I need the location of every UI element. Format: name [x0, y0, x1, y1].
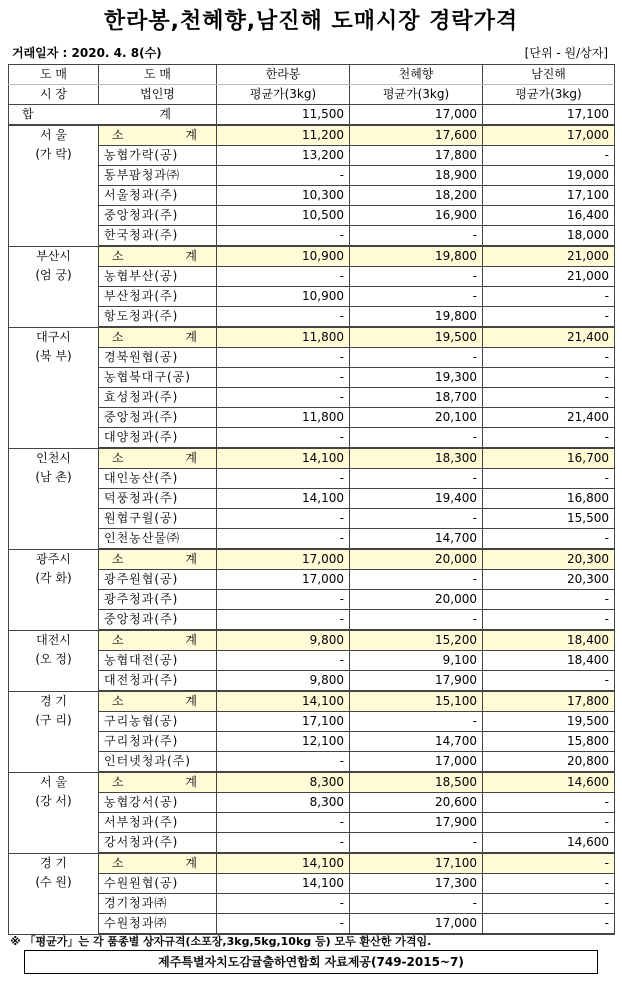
price-cell: -: [350, 287, 483, 307]
table-row: [9, 206, 615, 226]
subtotal-value: 14,100: [217, 448, 350, 469]
subtotal-value: 19,800: [350, 246, 483, 267]
price-cell: -: [350, 267, 483, 287]
market-city: 인천시: [36, 450, 71, 465]
price-cell: -: [217, 529, 350, 550]
subtotal-value: 18,400: [483, 630, 615, 651]
subtotal-label-left: 소: [112, 451, 124, 465]
table-row: [9, 894, 615, 914]
price-cell: 14,100: [217, 874, 350, 894]
subtotal-value: 10,900: [217, 246, 350, 267]
corp-name: 동부팜청과㈜: [99, 166, 217, 186]
subtotal-label: [99, 691, 217, 712]
price-cell: 20,000: [350, 590, 483, 610]
price-cell: 17,900: [350, 671, 483, 692]
subtotal-row: [9, 549, 615, 570]
price-cell: -: [217, 509, 350, 529]
table-row: [9, 732, 615, 752]
corp-name: 중앙청과(주): [99, 408, 217, 428]
price-cell: 14,700: [350, 529, 483, 550]
subtotal-label-left: 소: [112, 856, 124, 870]
subtotal-value: 11,800: [217, 327, 350, 348]
table-row: [9, 287, 615, 307]
price-cell: -: [217, 894, 350, 914]
corp-header-bottom: 법인명: [99, 85, 217, 105]
table-row: [9, 610, 615, 631]
corp-name: 수원청과㈜: [99, 914, 217, 935]
market-name: [9, 549, 99, 630]
corp-name: 부산청과(주): [99, 287, 217, 307]
corp-name: 수원원협(공): [99, 874, 217, 894]
market-city: 서 울: [40, 128, 67, 142]
price-cell: 20,100: [350, 408, 483, 428]
price-cell: -: [483, 368, 615, 388]
total-label: [9, 105, 217, 126]
subtotal-value: 8,300: [217, 772, 350, 793]
corp-name: 항도청과(주): [99, 307, 217, 328]
subtotal-value: 17,000: [483, 125, 615, 146]
subtotal-label-right: 계: [185, 694, 197, 708]
price-cell: -: [483, 529, 615, 550]
market-name: [9, 772, 99, 853]
table-row: [9, 833, 615, 854]
subtotal-label-left: 소: [112, 552, 124, 566]
table-row: [9, 752, 615, 773]
price-cell: 19,800: [350, 307, 483, 328]
price-cell: -: [350, 712, 483, 732]
subtotal-label-right: 계: [185, 451, 197, 465]
market-district: (강 서): [35, 793, 72, 808]
market-district: (각 화): [35, 570, 72, 585]
table-row: [9, 509, 615, 529]
market-name: [9, 630, 99, 691]
subtotal-value: 14,600: [483, 772, 615, 793]
price-cell: 13,200: [217, 146, 350, 166]
table-row: [9, 267, 615, 287]
price-cell: -: [350, 226, 483, 247]
table-row: [9, 914, 615, 935]
table-row: [9, 529, 615, 550]
table-row: [9, 368, 615, 388]
subtotal-label-right: 계: [185, 856, 197, 870]
subtotal-label: [99, 448, 217, 469]
source-footer: 제주특별자치도감귤출하연합회 자료제공(749-2015~7): [24, 950, 598, 974]
market-name: [9, 327, 99, 448]
table-row: [9, 469, 615, 489]
price-cell: -: [217, 833, 350, 854]
price-cell: -: [350, 469, 483, 489]
price-cell: 18,000: [483, 226, 615, 247]
price-cell: 10,500: [217, 206, 350, 226]
price-cell: -: [350, 833, 483, 854]
price-cell: 9,800: [217, 671, 350, 692]
header-row-2: [9, 85, 615, 105]
total-label-right: 계: [159, 107, 171, 121]
table-row: [9, 712, 615, 732]
market-district: (구 리): [35, 712, 72, 727]
price-cell: -: [483, 874, 615, 894]
price-cell: 21,400: [483, 408, 615, 428]
subtotal-row: [9, 772, 615, 793]
table-row: [9, 428, 615, 449]
price-cell: 10,900: [217, 287, 350, 307]
subtotal-label-right: 계: [185, 775, 197, 789]
market-district: (남 촌): [35, 469, 72, 484]
table-row: [9, 590, 615, 610]
subtotal-label: [99, 853, 217, 874]
table-row: [9, 348, 615, 368]
market-district: (수 원): [35, 874, 72, 889]
market-name: [9, 246, 99, 327]
total-label-left: 합: [22, 107, 34, 121]
price-cell: -: [483, 793, 615, 813]
table-row: [9, 651, 615, 671]
price-cell: -: [350, 348, 483, 368]
subtotal-label-right: 계: [185, 633, 197, 647]
price-cell: 17,000: [217, 570, 350, 590]
market-city: 대전시: [36, 632, 71, 647]
market-city: 광주시: [36, 551, 71, 566]
subtotal-label-right: 계: [185, 330, 197, 344]
corp-name: 농협가락(공): [99, 146, 217, 166]
subtotal-value: 15,200: [350, 630, 483, 651]
price-cell: 18,700: [350, 388, 483, 408]
price-cell: 18,200: [350, 186, 483, 206]
subtotal-row: [9, 327, 615, 348]
price-cell: 9,100: [350, 651, 483, 671]
price-cell: -: [217, 348, 350, 368]
subtotal-row: [9, 691, 615, 712]
subtotal-value: 17,100: [350, 853, 483, 874]
subtotal-label: [99, 125, 217, 146]
corp-name: 농협북대구(공): [99, 368, 217, 388]
price-cell: 17,000: [350, 752, 483, 773]
price-cell: 18,400: [483, 651, 615, 671]
subtotal-value: 20,300: [483, 549, 615, 570]
price-cell: 19,300: [350, 368, 483, 388]
price-cell: -: [217, 469, 350, 489]
price-cell: -: [217, 610, 350, 631]
subtotal-value: 17,800: [483, 691, 615, 712]
corp-name: 광주청과(주): [99, 590, 217, 610]
subtotal-value: 19,500: [350, 327, 483, 348]
subtotal-label: [99, 549, 217, 570]
subtotal-value: 21,000: [483, 246, 615, 267]
price-cell: -: [217, 813, 350, 833]
corp-name: 경기청과㈜: [99, 894, 217, 914]
price-cell: 17,300: [350, 874, 483, 894]
price-cell: 10,300: [217, 186, 350, 206]
corp-name: 서부청과(주): [99, 813, 217, 833]
price-cell: 8,300: [217, 793, 350, 813]
subtotal-value: -: [483, 853, 615, 874]
corp-name: 원협구월(공): [99, 509, 217, 529]
price-cell: -: [483, 610, 615, 631]
subtotal-label: [99, 630, 217, 651]
corp-name: 덕풍청과(주): [99, 489, 217, 509]
price-cell: -: [217, 428, 350, 449]
corp-name: 대인농산(주): [99, 469, 217, 489]
price-cell: -: [350, 509, 483, 529]
table-row: [9, 226, 615, 247]
product-header-2: 남진해: [483, 65, 615, 85]
corp-name: 농협대전(공): [99, 651, 217, 671]
subtotal-label-right: 계: [185, 249, 197, 263]
subtotal-label: [99, 327, 217, 348]
price-cell: -: [483, 813, 615, 833]
price-cell: -: [350, 894, 483, 914]
subtotal-label-right: 계: [185, 552, 197, 566]
corp-name: 인터넷청과(주): [99, 752, 217, 773]
market-header-top: 도 매: [9, 65, 99, 85]
price-cell: -: [483, 307, 615, 328]
subtotal-label-left: 소: [112, 249, 124, 263]
price-cell: -: [483, 388, 615, 408]
subtotal-row: [9, 630, 615, 651]
price-cell: -: [350, 610, 483, 631]
subtotal-row: [9, 246, 615, 267]
total-row: [9, 105, 615, 126]
corp-header-top: 도 매: [99, 65, 217, 85]
price-cell: -: [350, 570, 483, 590]
unit-label: [단위 - 원/상자]: [524, 46, 608, 60]
price-cell: -: [217, 914, 350, 935]
price-cell: 15,800: [483, 732, 615, 752]
total-value-2: 17,100: [483, 105, 615, 126]
corp-name: 구리청과(주): [99, 732, 217, 752]
corp-name: 강서청과(주): [99, 833, 217, 854]
subtotal-row: [9, 448, 615, 469]
price-cell: -: [483, 469, 615, 489]
market-city: 경 기: [40, 693, 67, 708]
market-city: 경 기: [40, 855, 67, 870]
price-cell: -: [483, 894, 615, 914]
price-cell: -: [217, 267, 350, 287]
price-cell: 19,400: [350, 489, 483, 509]
corp-name: 효성청과(주): [99, 388, 217, 408]
price-cell: 17,800: [350, 146, 483, 166]
price-cell: -: [217, 368, 350, 388]
corp-name: 구리농협(공): [99, 712, 217, 732]
price-cell: 14,600: [483, 833, 615, 854]
price-cell: -: [483, 590, 615, 610]
price-cell: -: [483, 287, 615, 307]
market-city: 서 울: [40, 774, 67, 789]
price-cell: 17,900: [350, 813, 483, 833]
product-header-1: 천혜향: [350, 65, 483, 85]
market-district: (북 부): [35, 348, 72, 363]
market-district: (엄 궁): [35, 267, 72, 282]
subtotal-value: 18,300: [350, 448, 483, 469]
subtotal-value: 11,200: [217, 125, 350, 146]
market-district: (가 락): [35, 147, 72, 161]
market-name: [9, 853, 99, 934]
price-cell: 11,800: [217, 408, 350, 428]
market-district: (오 정): [35, 651, 72, 666]
total-value-1: 17,000: [350, 105, 483, 126]
corp-name: 대전청과(주): [99, 671, 217, 692]
price-cell: -: [483, 428, 615, 449]
corp-name: 서울청과(주): [99, 186, 217, 206]
corp-name: 인천농산물㈜: [99, 529, 217, 550]
subtotal-label: [99, 246, 217, 267]
price-cell: -: [217, 651, 350, 671]
trade-date: 거래일자 : 2020. 4. 8(수): [12, 46, 162, 60]
market-name: [9, 691, 99, 772]
table-row: [9, 388, 615, 408]
price-cell: 20,600: [350, 793, 483, 813]
price-cell: 15,500: [483, 509, 615, 529]
table-row: [9, 489, 615, 509]
market-name: [9, 125, 99, 246]
price-cell: -: [217, 752, 350, 773]
corp-name: 대양청과(주): [99, 428, 217, 449]
subtotal-value: 15,100: [350, 691, 483, 712]
table-row: [9, 146, 615, 166]
subtotal-label-left: 소: [112, 330, 124, 344]
price-cell: 12,100: [217, 732, 350, 752]
subtotal-value: 9,800: [217, 630, 350, 651]
price-cell: 20,300: [483, 570, 615, 590]
subtotal-row: [9, 125, 615, 146]
price-cell: 21,000: [483, 267, 615, 287]
product-header-0: 한라봉: [217, 65, 350, 85]
total-value-0: 11,500: [217, 105, 350, 126]
price-header-1: 평균가(3kg): [350, 85, 483, 105]
price-cell: -: [483, 671, 615, 692]
price-cell: 17,100: [217, 712, 350, 732]
table-row: [9, 793, 615, 813]
subtotal-value: 16,700: [483, 448, 615, 469]
price-cell: 19,000: [483, 166, 615, 186]
subtotal-label-left: 소: [112, 775, 124, 789]
price-cell: 16,900: [350, 206, 483, 226]
price-cell: -: [483, 348, 615, 368]
subtotal-value: 14,100: [217, 691, 350, 712]
market-city: 대구시: [36, 329, 71, 344]
price-cell: -: [350, 428, 483, 449]
subtotal-row: [9, 853, 615, 874]
subtotal-value: 17,600: [350, 125, 483, 146]
price-cell: 14,100: [217, 489, 350, 509]
subtotal-label-left: 소: [112, 694, 124, 708]
table-row: [9, 307, 615, 328]
corp-name: 농협부산(공): [99, 267, 217, 287]
price-cell: 19,500: [483, 712, 615, 732]
market-name: [9, 448, 99, 549]
subtotal-value: 21,400: [483, 327, 615, 348]
price-cell: 14,700: [350, 732, 483, 752]
price-cell: 18,900: [350, 166, 483, 186]
corp-name: 경북원협(공): [99, 348, 217, 368]
corp-name: 한국청과(주): [99, 226, 217, 247]
corp-name: 중앙청과(주): [99, 206, 217, 226]
table-row: [9, 166, 615, 186]
price-cell: -: [217, 590, 350, 610]
table-row: [9, 570, 615, 590]
subtotal-label-right: 계: [185, 128, 197, 142]
subtotal-value: 18,500: [350, 772, 483, 793]
subtotal-value: 17,000: [217, 549, 350, 570]
page-title: 한라봉,천혜향,남진해 도매시장 경락가격: [103, 9, 519, 34]
market-header-bottom: 시 장: [9, 85, 99, 105]
corp-name: 농협강서(공): [99, 793, 217, 813]
price-cell: -: [483, 146, 615, 166]
subtotal-label-left: 소: [112, 128, 124, 142]
table-row: [9, 874, 615, 894]
price-cell: 16,800: [483, 489, 615, 509]
price-table: [8, 64, 615, 935]
price-cell: -: [217, 307, 350, 328]
subtotal-value: 20,000: [350, 549, 483, 570]
corp-name: 광주원협(공): [99, 570, 217, 590]
subtotal-label: [99, 772, 217, 793]
price-cell: -: [483, 914, 615, 935]
corp-name: 중앙청과(주): [99, 610, 217, 631]
price-cell: -: [217, 166, 350, 186]
table-row: [9, 408, 615, 428]
price-cell: 16,400: [483, 206, 615, 226]
table-row: [9, 671, 615, 692]
price-cell: 20,800: [483, 752, 615, 773]
footnote: ※ 「평균가」는 각 품종별 상자규격(소포장,3kg,5kg,10kg 등) 모두 환산한 가격임.: [10, 935, 432, 948]
price-cell: 17,000: [350, 914, 483, 935]
table-row: [9, 813, 615, 833]
table-row: [9, 186, 615, 206]
price-cell: 17,100: [483, 186, 615, 206]
market-city: 부산시: [36, 248, 71, 263]
header-row-1: [9, 65, 615, 85]
subtotal-value: 14,100: [217, 853, 350, 874]
price-cell: -: [217, 226, 350, 247]
price-cell: -: [217, 388, 350, 408]
price-header-2: 평균가(3kg): [483, 85, 615, 105]
subtotal-label-left: 소: [112, 633, 124, 647]
price-header-0: 평균가(3kg): [217, 85, 350, 105]
